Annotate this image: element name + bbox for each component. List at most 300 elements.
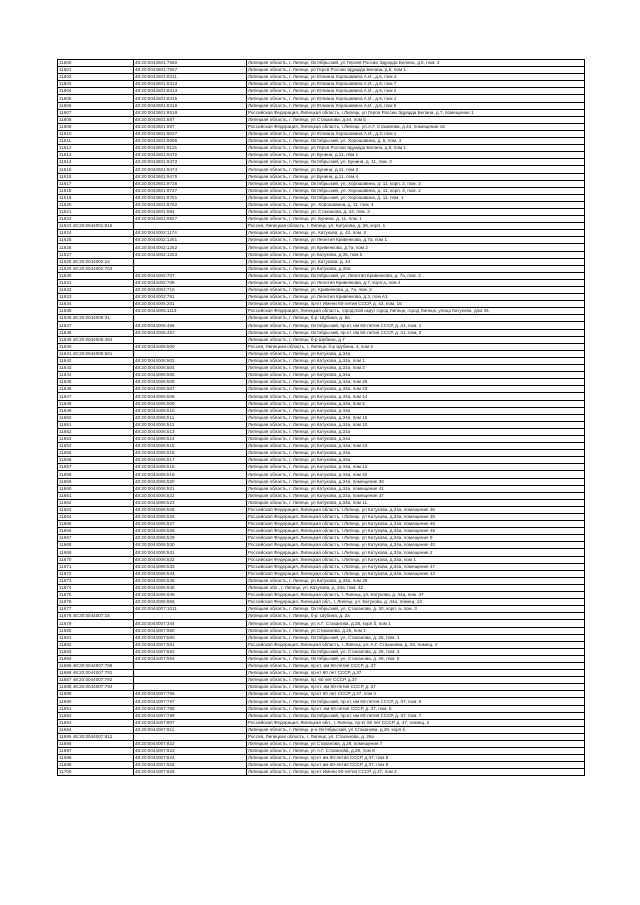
row-number: 11655 [58, 450, 134, 457]
cadastral-number: 48:20:0043601:984 [134, 208, 247, 215]
address: Липецкая область, г. Липецк, ул Катукова, д.34а, пом 26 [247, 379, 585, 386]
row-number: 11658 [58, 471, 134, 478]
row-number: 11661 [58, 492, 134, 499]
address: Липецкая область, г. Липецк, Октябрьский, ул Героев России Эдуарда Белана, д.5, пом. 3 [247, 60, 585, 67]
row-number: 11691 [58, 705, 134, 712]
cadastral-number [134, 677, 247, 684]
cadastral-number: 48:20:0044007:807 [134, 719, 247, 726]
table-row [58, 301, 585, 308]
cadastral-number: 48:20:0044006:531 [134, 549, 247, 556]
cadastral-number: 48:20:0044007:795 [134, 691, 247, 698]
address: Россия, Липецкая область, г. Липецк, ул. Катукова, д. 26, корп. 1 [247, 223, 585, 230]
table-row [58, 308, 585, 315]
cadastral-number: 48:20:0044006:509 [134, 400, 247, 407]
row-number: 11632 [58, 287, 134, 294]
table-row [58, 733, 585, 740]
cadastral-number: 48:20:0043601:9475 [134, 173, 247, 180]
row-number: 11665 [58, 521, 134, 528]
table-row [58, 258, 585, 265]
row-number: 11654 [58, 443, 134, 450]
address: Липецкая область, г. Липецк, ул Леонтия Кривенкова, д.7, корп а, пом 4 [247, 279, 585, 286]
table-row [58, 173, 585, 180]
row-number: 11624 [58, 230, 134, 237]
row-number: 11674 [58, 584, 134, 591]
table-row [58, 443, 585, 450]
address: Липецкая область, г. Липецк, ул Катукова, д.34а [247, 428, 585, 435]
row-number: 11626 [58, 244, 134, 251]
row-number: 11640 [58, 343, 134, 350]
table-row [58, 577, 585, 584]
cadastral-number: 48:20:0044006:521 [134, 485, 247, 492]
cadastral-number: 48:20:0044006:519 [134, 471, 247, 478]
address: Липецкая область, г. Липецк, ул Катукова, д.34а [247, 457, 585, 464]
row-number: 11620 [58, 201, 134, 208]
address: Липецкая область, г. Липецк, Октябрьский, ул. Хорошавина, д. 11, корп. 2, пом. 2 [247, 187, 585, 194]
row-number: 11621 [58, 208, 134, 215]
table-row [58, 145, 585, 152]
cadastral-number: 48:20:0044006:510 [134, 407, 247, 414]
address: Липецкая область, г. Липецк, ул. Хорошавина, д. 11, пом. 4 [247, 201, 585, 208]
row-number: 11604 [58, 88, 134, 95]
table-row [58, 251, 585, 258]
table-row [58, 549, 585, 556]
cadastral-number: 48:20:0044006:513 [134, 428, 247, 435]
table-row [58, 698, 585, 705]
row-number: 11656 [58, 457, 134, 464]
row-number: 11630 [58, 272, 134, 279]
row-number: 11669 [58, 549, 134, 556]
address: Липецкая область, г. Липецк, ул Бунина, д.11, пом 2 [247, 166, 585, 173]
address: Липецкая область, г. Липецк, б-р. Шубина, д. 9а [247, 315, 585, 322]
table-row [58, 450, 585, 457]
row-number: 11659 [58, 478, 134, 485]
cadastral-number: 48:20:0044006:516 [134, 450, 247, 457]
row-number: 11676 [58, 599, 134, 606]
address: Липецкая область, г. Липецк, пр-кт Имени 60-летия СССР, д.37, пом 2 [247, 769, 585, 776]
table-row [58, 102, 585, 109]
row-number: 11625 [58, 237, 134, 244]
cadastral-number [134, 336, 247, 343]
table-row [58, 485, 585, 492]
cadastral-number: 48:20:0044007:798 [134, 705, 247, 712]
property-table [57, 59, 585, 776]
row-number: 11670 [58, 556, 134, 563]
address: Липецкая область, г. Липецк, ул Катукова, д.34а [247, 350, 585, 357]
cadastral-number: 48:20:0043601:8315 [134, 95, 247, 102]
table-row [58, 386, 585, 393]
cadastral-number: 48:20:0043601:9115 [134, 145, 247, 152]
address: Липецкая область, г. Липецк, Октябрьский, ул. Хорошавина, д. 11, корп. 2, пом. 3 [247, 180, 585, 187]
cadastral-number: 48:20:0043601:9474 [134, 166, 247, 173]
row-number: 11650 [58, 414, 134, 421]
row-number: 11613 [58, 152, 134, 159]
row-number: 11662 [58, 499, 134, 506]
cadastral-number: 48:20:0044006:512 [134, 421, 247, 428]
address: Липецкая область, г. Липецк, ул Катукова, д.34а, пом 2 [247, 365, 585, 372]
address: Липецкая область, г. Липецк, ул Юлиана Хорошавина А.И., д.6, пом 7 [247, 81, 585, 88]
cadastral-number: 48:20:0044006:518 [134, 464, 247, 471]
table-row [58, 116, 585, 123]
cadastral-number: 48:20:0044006:535 [134, 577, 247, 584]
cadastral-number: 48:20:0044006:525 [134, 506, 247, 513]
address: Липецкая область, г. Липецк, ул Катукова, д.34а, пом 1 [247, 357, 585, 364]
cadastral-number: 48:20:0044006:532 [134, 556, 247, 563]
table-row [58, 712, 585, 719]
cadastral-number: 48:20:0044006:505 [134, 372, 247, 379]
row-number: 11616 [58, 173, 134, 180]
table-row [58, 407, 585, 414]
row-number: 11610 [58, 130, 134, 137]
table-row [58, 506, 585, 513]
row-number: 11605 [58, 95, 134, 102]
table-row [58, 421, 585, 428]
cadastral-number: 48:20:0044006:500 [134, 343, 247, 350]
cadastral-number: 48:20:0043601:8314 [134, 88, 247, 95]
address: Липецкая область, г. Липецк, ул Катукова, д.30а [247, 265, 585, 272]
row-number: 11609 [58, 123, 134, 130]
address: Липецкая область, г. Липецк, пр-кт 60 лет СССР, д.37, пом 4 [247, 691, 585, 698]
cadastral-number: 48:20:0044002:1262 [134, 244, 247, 251]
address: Российская Федерация, Липецкая область, г.Липецк, ул Катукова, д.34а, помещение 45 [247, 528, 585, 535]
address: Липецкая область, г. Липецк, Октябрьский, ул. Бунина, д. 11, пом. 3 [247, 159, 585, 166]
row-number: 11603 [58, 81, 134, 88]
table-row [58, 329, 585, 336]
cadastral-number: 48:20:0043601:7650 [134, 60, 247, 67]
address: Липецкая область, г. Липецк, Октябрьский, пр-кт. им 60-летия СССР, д. 41, пом. 1 [247, 322, 585, 329]
address: Липецкая область, г. Липецк, ул Юлиана Хорошавина А.И., д.6, пом 4 [247, 74, 585, 81]
row-number: 11653 [58, 435, 134, 442]
row-number: 11627 [58, 251, 134, 258]
row-number: 11615 [58, 166, 134, 173]
address: Российская Федерация, Липецкая область, г.Липецк, ул Катукова, д.34а, помещение 9 [247, 535, 585, 542]
cadastral-number: 48:20:0044006:517 [134, 457, 247, 464]
address: Российская Федерация, Липецкая область, г.Липецк, ул Катукова, д.34а, помещение 43 [247, 570, 585, 577]
row-number: 11687 48:20:0044007:792 [58, 677, 134, 684]
row-number: 11602 [58, 74, 134, 81]
address: Липецкая область, г. Липецк, Октябрьский, ул. Стаханова, д. 30, корп. а, пом. 3 [247, 606, 585, 613]
address: Липецкая область, г. Липецк, ул. Катукова, д. 42, пом. 2 [247, 230, 585, 237]
row-number: 11619 [58, 194, 134, 201]
address: Российская Федерация, Липецкая область, г.Липецк, ул Героя России Эдуарда Белана, д.7, помещение 1 [247, 109, 585, 116]
cadastral-number: 48:20:0044007:826 [134, 769, 247, 776]
row-number: 11645 [58, 379, 134, 386]
row-number: 11622 [58, 216, 134, 223]
address: Липецкая область, г. Липецк, б-р Шубина, д 7 [247, 336, 585, 343]
table-row [58, 244, 585, 251]
table-row [58, 563, 585, 570]
address: Россия, Липецкая область, г. Липецк, б-р Шубина, 4, пом 2 [247, 343, 585, 350]
table-row [58, 592, 585, 599]
row-number: 11668 [58, 542, 134, 549]
row-number: 11689 [58, 691, 134, 698]
cadastral-number: 48:20:0044006:648 [134, 584, 247, 591]
address: Российская Федерация, Липецкая обл., г. Липецк, ул. Катукова, д. 34а, помещ. 13 [247, 599, 585, 606]
table-row [58, 677, 585, 684]
cadastral-number: 48:20:0044006:520 [134, 478, 247, 485]
cadastral-number [134, 258, 247, 265]
address: Российская Федерация, Липецкая обл., г. Липецк, пр-кт 60 лет СССР, д. 37, помещ. 2 [247, 719, 585, 726]
cadastral-number: 48:20:0044006:508 [134, 393, 247, 400]
cadastral-number: 48:20:0043601:9472 [134, 152, 247, 159]
cadastral-number: 48:20:0044007:825 [134, 762, 247, 769]
cadastral-number: 48:20:0044002:1261 [134, 237, 247, 244]
address: Российская Федерация, Липецкая область, г.Липецк, ул.А.Г. Стаханова, д.44, помещение 16 [247, 123, 585, 130]
address: Липецкая область, г. Липецк, ул Катукова, д.34а, помещение 38 [247, 478, 585, 485]
table-row [58, 138, 585, 145]
cadastral-number: 48:20:0044006:502 [134, 357, 247, 364]
table-row [58, 620, 585, 627]
cadastral-number: 48:20:0044007:823 [134, 748, 247, 755]
table-row [58, 769, 585, 776]
address: Липецкая область, г. Липецк, ул Катукова, д.34а, пом 42 [247, 471, 585, 478]
row-number: 11652 [58, 428, 134, 435]
cadastral-number: 48:20:0044006:507 [134, 386, 247, 393]
address: Липецкая область, г. Липецк, пр-кт Имени 60-летия СССР, д. 43, пом. 16 [247, 301, 585, 308]
row-number: 11618 [58, 187, 134, 194]
table-row [58, 492, 585, 499]
row-number: 11629 48:20:0044002:703 [58, 265, 134, 272]
row-number: 11673 [58, 577, 134, 584]
cadastral-number: 48:20:0043601:8313 [134, 81, 247, 88]
cadastral-number: 48:20:0043601:8311 [134, 74, 247, 81]
table-row [58, 584, 585, 591]
row-number: 11644 [58, 372, 134, 379]
address: Липецкая область, г. Липецк, ул. Бунина, д. 11, пом. 1 [247, 216, 585, 223]
row-number: 11607 [58, 109, 134, 116]
cadastral-number: 48:20:0044006:506 [134, 379, 247, 386]
cadastral-number [134, 350, 247, 357]
row-number: 11694 [58, 726, 134, 733]
row-number: 11637 [58, 322, 134, 329]
table-row [58, 662, 585, 669]
row-number: 11671 [58, 563, 134, 570]
address: Липецкая область, г. Липецк, пр-кт. им 60-летия СССР, д. 37 [247, 662, 585, 669]
address: Липецкая обл., г. Липецк, ул. Катукова, д. 34а, пом. 42 [247, 584, 585, 591]
table-row [58, 719, 585, 726]
cadastral-number: 48:20:0044006:533 [134, 563, 247, 570]
table-row [58, 457, 585, 464]
cadastral-number: 48:20:0044006:457 [134, 329, 247, 336]
row-number: 11698 [58, 755, 134, 762]
cadastral-number: 48:20:0043601:9473 [134, 159, 247, 166]
cadastral-number: 48:20:0043601:9726 [134, 180, 247, 187]
address: Липецкая область, г. Липецк, ул Катукова, д.34а [247, 372, 585, 379]
address: Липецкая область, г. Липецк, Октябрьский, ул. Стаханова, д. 26, пом. 3 [247, 648, 585, 655]
address: Липецкая область, г. Липецк, ул Катукова, д.34а, помещение 41 [247, 485, 585, 492]
row-number: 11639 48:20:0044006:484 [58, 336, 134, 343]
table-row [58, 762, 585, 769]
row-number: 11643 [58, 365, 134, 372]
address: Россия, Липецкая область, г. Липецк, ул. Стаханова, д. 26а [247, 733, 585, 740]
table-row [58, 556, 585, 563]
cadastral-number: 48:20:0044006:530 [134, 542, 247, 549]
cadastral-number: 48:20:0043601:887 [134, 116, 247, 123]
cadastral-number [134, 315, 247, 322]
address: Липецкая область, г. Липецк, ул Катукова, д.34а, пом 14 [247, 393, 585, 400]
table-row [58, 528, 585, 535]
row-number: 11614 [58, 159, 134, 166]
cadastral-number: 48:20:0044002:707 [134, 272, 247, 279]
cadastral-number: 48:20:0044005:201 [134, 301, 247, 308]
table-row [58, 670, 585, 677]
cadastral-number: 48:20:0043601:8518 [134, 109, 247, 116]
address: Российская Федерация, Липецкая область, г.Липецк, ул Катукова, д.34а, помещение 47 [247, 563, 585, 570]
document-page [57, 59, 584, 776]
table-row [58, 570, 585, 577]
row-number: 11688 48:20:0044007:794 [58, 684, 134, 691]
address: Липецкая область, г. Липецк, ул Катукова, д.34а, помещение 37 [247, 492, 585, 499]
address: Липецкая область, г. Липецк, ул А.Г. Стаханова, д.28, корп б, пом 1 [247, 620, 585, 627]
table-row [58, 542, 585, 549]
row-number: 11660 [58, 485, 134, 492]
table-row [58, 606, 585, 613]
address: Липецкая область, г. Липецк, ул Юлиана Хорошавина А.И., д.6, пом 2 [247, 88, 585, 95]
row-number: 11675 [58, 592, 134, 599]
cadastral-number: 48:20:0044007:799 [134, 712, 247, 719]
address: Липецкая область, г. Липецк, ул. Стаханова, д. 44, пом. 3 [247, 208, 585, 215]
table-row [58, 365, 585, 372]
table-row [58, 435, 585, 442]
address: Липецкая область, г. Липецк, ул Катукова, д.34а, пом 12 [247, 464, 585, 471]
row-number: 11684 [58, 655, 134, 662]
address: Липецкая область, г. Липецк, пр-кт им 60-летия СССР, д.37, пом 8 [247, 755, 585, 762]
table-row [58, 201, 585, 208]
row-number: 11601 [58, 67, 134, 74]
table-row [58, 166, 585, 173]
table-row [58, 67, 585, 74]
row-number: 11672 [58, 570, 134, 577]
cadastral-number: 48:20:0044002:1174 [134, 230, 247, 237]
cadastral-number [134, 684, 247, 691]
address: Липецкая область, г. Липецк, ул Катукова, д.34а, пом 29 [247, 577, 585, 584]
table-row [58, 130, 585, 137]
row-number: 11700 [58, 769, 134, 776]
row-number: 11697 [58, 748, 134, 755]
address: Липецкая область, г. Липецк, ул Юлиана Хорошавина А.И., д.6, пом 5 [247, 102, 585, 109]
row-number: 11685 48:20:0044007:788 [58, 662, 134, 669]
address: Липецкая область, г. Липецк, ул А.Г. Стаханова, д.28, пом 8 [247, 748, 585, 755]
table-row [58, 535, 585, 542]
address: Российская Федерация, Липецкая область, г.Липецк, ул Катукова, д.34а, помещение 2 [247, 549, 585, 556]
row-number: 11682 [58, 641, 134, 648]
cadastral-number: 48:20:0044002:710 [134, 287, 247, 294]
cadastral-number: 48:20:0044007:593 [134, 655, 247, 662]
address: Липецкая область, г. Липецк, ул Стаханова, д.26, пом 1 [247, 627, 585, 634]
cadastral-number [134, 613, 247, 620]
row-number: 11681 [58, 634, 134, 641]
table-row [58, 194, 585, 201]
row-number: 11666 [58, 528, 134, 535]
row-number: 11683 [58, 648, 134, 655]
cadastral-number: 48:20:0044006:514 [134, 435, 247, 442]
row-number: 11651 [58, 421, 134, 428]
row-number: 11623 48:20:0044001:915 [58, 223, 134, 230]
cadastral-number: 48:20:0043601:9762 [134, 201, 247, 208]
address: Липецкая область, г. Липецк, Октябрьский, ул. Стаханова, д. 26, пом. 5 [247, 655, 585, 662]
cadastral-number: 48:20:0044002:1263 [134, 251, 247, 258]
address: Российская Федерация, Липецкая область, г.Липецк, ул Катукова, д.34а, помещение 36 [247, 506, 585, 513]
address: Липецкая область, г. Липецк, ул Бунина, д.11, пом 4 [247, 173, 585, 180]
address: Липецкая область, г. Липецк, ул Катукова, д.34а, пом 23 [247, 386, 585, 393]
row-number: 11696 [58, 741, 134, 748]
table-row [58, 187, 585, 194]
address: Липецкая область, г. Липецк, пр-кт. им 60-летия СССР, д. 37, пом. 6 [247, 705, 585, 712]
address: Липецкая область, г. Липецк, ул Стаханова, д.28, помещение 7 [247, 741, 585, 748]
cadastral-number: 48:20:0043601:7657 [134, 67, 247, 74]
cadastral-number: 48:20:0044007:591 [134, 641, 247, 648]
address: Липецкая область, г. Липецк, ул Катукова, д.34а, пом 10 [247, 421, 585, 428]
address: Липецкая область, г. Липецк, ул Кривенкова, д.7а, пом 2 [247, 244, 585, 251]
table-row [58, 379, 585, 386]
cadastral-number [134, 223, 247, 230]
row-number: 11649 [58, 407, 134, 414]
address: Липецкая область, г. Липецк, ул Катукова, д.34а [247, 407, 585, 414]
cadastral-number: 48:20:0043601:9927 [134, 216, 247, 223]
row-number: 11631 [58, 279, 134, 286]
table-row [58, 109, 585, 116]
address: Липецкая область, г. Липецк, ул Бунина, д.11, пом 1 [247, 152, 585, 159]
row-number: 11634 [58, 301, 134, 308]
table-row [58, 287, 585, 294]
cadastral-number: 48:20:0044006:456 [134, 322, 247, 329]
row-number: 11679 [58, 620, 134, 627]
table-row [58, 655, 585, 662]
cadastral-number: 48:20:0044007:344 [134, 620, 247, 627]
table-row [58, 350, 585, 357]
address: Липецкая область, г. Липецк, ул Катукова, д.35, пом 5 [247, 251, 585, 258]
address: Липецкая область, г. Липецк, ул Катукова, д.34а, пом 11 [247, 499, 585, 506]
address: Российская Федерация, Липецкая область, городской округ город Липецк, город Липецк, улица Катукова, дом 34, [247, 308, 585, 315]
row-number: 11600 [58, 60, 134, 67]
cadastral-number [134, 265, 247, 272]
row-number: 11657 [58, 464, 134, 471]
row-number: 11617 [58, 180, 134, 187]
address: Липецкая область, г. Липецк, пр. 60 лет СССР, д.37 [247, 677, 585, 684]
table-row [58, 634, 585, 641]
address: Российская Федерация, Липецкая область, г. Липецк, ул. А.Г. Стаханова, д. 26, помещ. 4 [247, 641, 585, 648]
row-number: 11678 48:20:0044007:15 [58, 613, 134, 620]
row-number: 11667 [58, 535, 134, 542]
cadastral-number: 48:20:0043601:8316 [134, 102, 247, 109]
address: Липецкая область, г. Липецк, Октябрьский, ул. Хорошавина, д. 11, пом. 1 [247, 194, 585, 201]
cadastral-number: 48:20:0043601:9727 [134, 187, 247, 194]
cadastral-number [134, 662, 247, 669]
address: Липецкая область, г. Липецк, ул Леонтия Кривенкова, д.7а, пом 1 [247, 237, 585, 244]
address: Липецкая область, г. Липецк, Октябрьский, ул. Леонтия Кривенкова, д. 7а, пом. 3 [247, 272, 585, 279]
address: Липецкая область, г. Липецк, ул Катукова, д.34а, пом 13 [247, 443, 585, 450]
table-row [58, 315, 585, 322]
cadastral-number [134, 670, 247, 677]
row-number: 11612 [58, 145, 134, 152]
row-number: 11695 48:20:0044007:812 [58, 733, 134, 740]
row-number: 11636 48:20:0044006:31 [58, 315, 134, 322]
table-row [58, 74, 585, 81]
address: Липецкая область, г. Липецк, ул Катукова, д.34а, пом 5 [247, 400, 585, 407]
table-row [58, 265, 585, 272]
address: Липецкая область, г. Липецк, ул. Катукова, д. 44 [247, 258, 585, 265]
address: Липецкая область, г. Липецк, Октябрьский, пр-кт. им 60-летия СССР, д. 37, пом. 7 [247, 712, 585, 719]
table-row [58, 748, 585, 755]
address: Липецкая область, г. Липецк, Октябрьский, пр-кт. им 60-летия СССР, д. 41, пом. 3 [247, 329, 585, 336]
table-row [58, 521, 585, 528]
table-row [58, 60, 585, 67]
table-row [58, 81, 585, 88]
row-number: 11641 48:20:0044006:501 [58, 350, 134, 357]
table-row [58, 180, 585, 187]
cadastral-number: 48:20:0044006:649 [134, 592, 247, 599]
cadastral-number: 48:20:0044006:528 [134, 528, 247, 535]
cadastral-number: 48:20:0044007:590 [134, 634, 247, 641]
